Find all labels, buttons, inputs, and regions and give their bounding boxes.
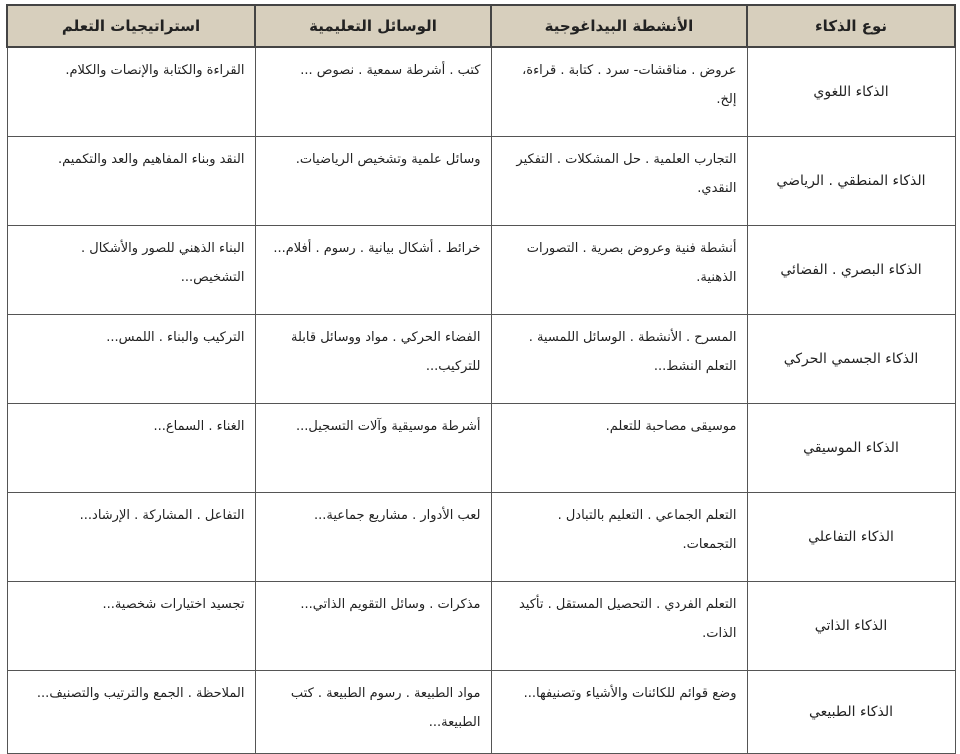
cell-activities: عروض . مناقشات- سرد . كتابة . قراءة، إلخ. bbox=[491, 47, 747, 137]
table-header-row bbox=[7, 5, 955, 47]
cell-tools: لعب الأدوار . مشاريع جماعية... bbox=[255, 493, 491, 582]
cell-tools: وسائل علمية وتشخيص الرياضيات. bbox=[255, 137, 491, 226]
table-row bbox=[7, 671, 955, 754]
cell-activities: التجارب العلمية . حل المشكلات . التفكير النقدي. bbox=[491, 137, 747, 226]
intelligences-table bbox=[6, 4, 956, 754]
page bbox=[6, 4, 954, 730]
cell-tools: مذكرات . وسائل التقويم الذاتي... bbox=[255, 582, 491, 671]
header-intelligence-type: نوع الذكاء bbox=[747, 5, 955, 47]
cell-intelligence-type: الذكاء الجسمي الحركي bbox=[747, 315, 955, 404]
cell-tools: خرائط . أشكال بيانية . رسوم . أفلام... bbox=[255, 226, 491, 315]
cell-strategies: التركيب والبناء . اللمس... bbox=[7, 315, 255, 404]
table-row bbox=[7, 582, 955, 671]
cell-tools: الفضاء الحركي . مواد ووسائل قابلة للتركيب... bbox=[255, 315, 491, 404]
cell-activities: التعلم الفردي . التحصيل المستقل . تأكيد الذات. bbox=[491, 582, 747, 671]
cell-intelligence-type: الذكاء التفاعلي bbox=[747, 493, 955, 582]
cell-activities: وضع قوائم للكائنات والأشياء وتصنيفها... bbox=[491, 671, 747, 754]
header-tools: الوسائل التعليمية bbox=[255, 5, 491, 47]
cell-intelligence-type: الذكاء المنطقي . الرياضي bbox=[747, 137, 955, 226]
header-activities: الأنشطة البيداغوجية bbox=[491, 5, 747, 47]
cell-strategies: تجسيد اختيارات شخصية... bbox=[7, 582, 255, 671]
cell-activities: التعلم الجماعي . التعليم بالتبادل . التجمعات. bbox=[491, 493, 747, 582]
cell-strategies: الغناء . السماع... bbox=[7, 404, 255, 493]
table-row bbox=[7, 137, 955, 226]
header-strategies: استراتيجيات التعلم bbox=[7, 5, 255, 47]
cell-strategies: التفاعل . المشاركة . الإرشاد... bbox=[7, 493, 255, 582]
cell-intelligence-type: الذكاء الموسيقي bbox=[747, 404, 955, 493]
cell-activities: أنشطة فنية وعروض بصرية . التصورات الذهنية. bbox=[491, 226, 747, 315]
table-row bbox=[7, 47, 955, 137]
cell-tools: أشرطة موسيقية وآلات التسجيل... bbox=[255, 404, 491, 493]
cell-strategies: النقد وبناء المفاهيم والعد والتكميم. bbox=[7, 137, 255, 226]
cell-strategies: الملاحظة . الجمع والترتيب والتصنيف... bbox=[7, 671, 255, 754]
cell-intelligence-type: الذكاء اللغوي bbox=[747, 47, 955, 137]
cell-tools: مواد الطبيعة . رسوم الطبيعة . كتب الطبيعة... bbox=[255, 671, 491, 754]
cell-activities: المسرح . الأنشطة . الوسائل اللمسية . التعلم النشط... bbox=[491, 315, 747, 404]
cell-strategies: القراءة والكتابة والإنصات والكلام. bbox=[7, 47, 255, 137]
table-row bbox=[7, 404, 955, 493]
table-row bbox=[7, 493, 955, 582]
cell-intelligence-type: الذكاء البصري . الفضائي bbox=[747, 226, 955, 315]
table-row bbox=[7, 315, 955, 404]
cell-intelligence-type: الذكاء الطبيعي bbox=[747, 671, 955, 754]
cell-strategies: البناء الذهني للصور والأشكال . التشخيص... bbox=[7, 226, 255, 315]
cell-tools: كتب . أشرطة سمعية . نصوص ... bbox=[255, 47, 491, 137]
cell-activities: موسيقى مصاحبة للتعلم. bbox=[491, 404, 747, 493]
cell-intelligence-type: الذكاء الذاتي bbox=[747, 582, 955, 671]
table-row bbox=[7, 226, 955, 315]
